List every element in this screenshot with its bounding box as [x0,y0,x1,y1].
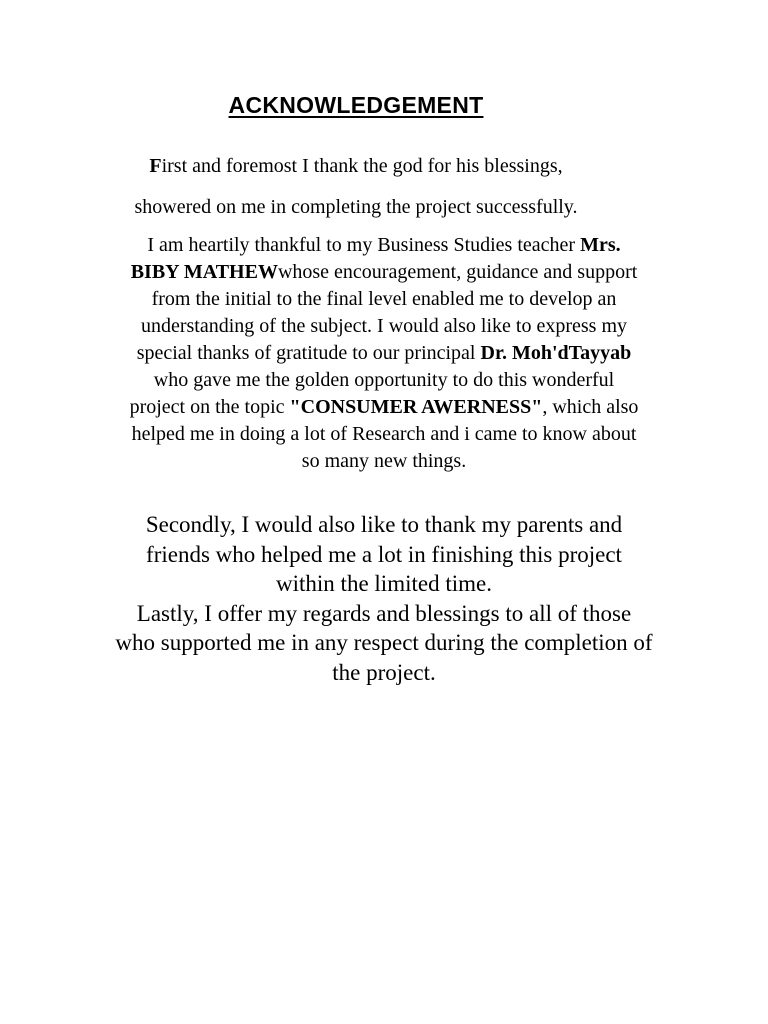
principal-name: Dr. Moh'dTayyab [480,342,632,364]
closing-line-5: who supported me in any respect during the completion of [115,630,653,655]
opening-line-1 [0,155,712,178]
main-line-5 [80,340,688,367]
opening-line-1-text: irst and foremost I thank the god for his blessings, [161,155,563,177]
project-topic: "CONSUMER AWERNESS" [289,396,543,418]
main-line-1 [80,232,688,259]
main-line-3: from the initial to the final level enabled me to develop an [151,288,617,310]
teacher-title: Mrs. [580,234,621,256]
page-title: ACKNOWLEDGEMENT [228,92,484,118]
main-line-6: who gave me the golden opportunity to do this wonderful [153,369,615,391]
opening-line-2: showered on me in completing the project successfully. [134,196,578,218]
main-line-7-text: project on the topic [129,396,290,418]
main-line-7-end: , which also [542,396,639,418]
main-line-5-text: special thanks of gratitude to our principal [136,342,481,364]
closing-paragraph [54,510,714,687]
main-line-4: understanding of the subject. I would also like to express my [140,315,627,337]
main-line-1-text: I am heartily thankful to my Business Studies teacher [147,234,581,256]
closing-line-6: the project. [332,659,436,685]
main-line-9: so many new things. [301,450,467,472]
main-paragraph [80,232,688,475]
main-line-2 [80,259,688,286]
main-line-7 [80,394,688,421]
closing-line-2: friends who helped me a lot in finishing this project [146,541,622,567]
closing-line-3: within the limited time. [276,571,492,596]
closing-line-1: Secondly, I would also like to thank my parents and [145,512,623,537]
closing-line-4: Lastly, I offer my regards and blessings to all of those [136,600,632,626]
teacher-name: BIBY MATHEW [130,261,278,283]
main-line-8: helped me in doing a lot of Research and i came to know about [131,423,637,445]
main-line-2-text: whose encouragement, guidance and support [277,261,638,283]
drop-letter: F [149,155,162,177]
